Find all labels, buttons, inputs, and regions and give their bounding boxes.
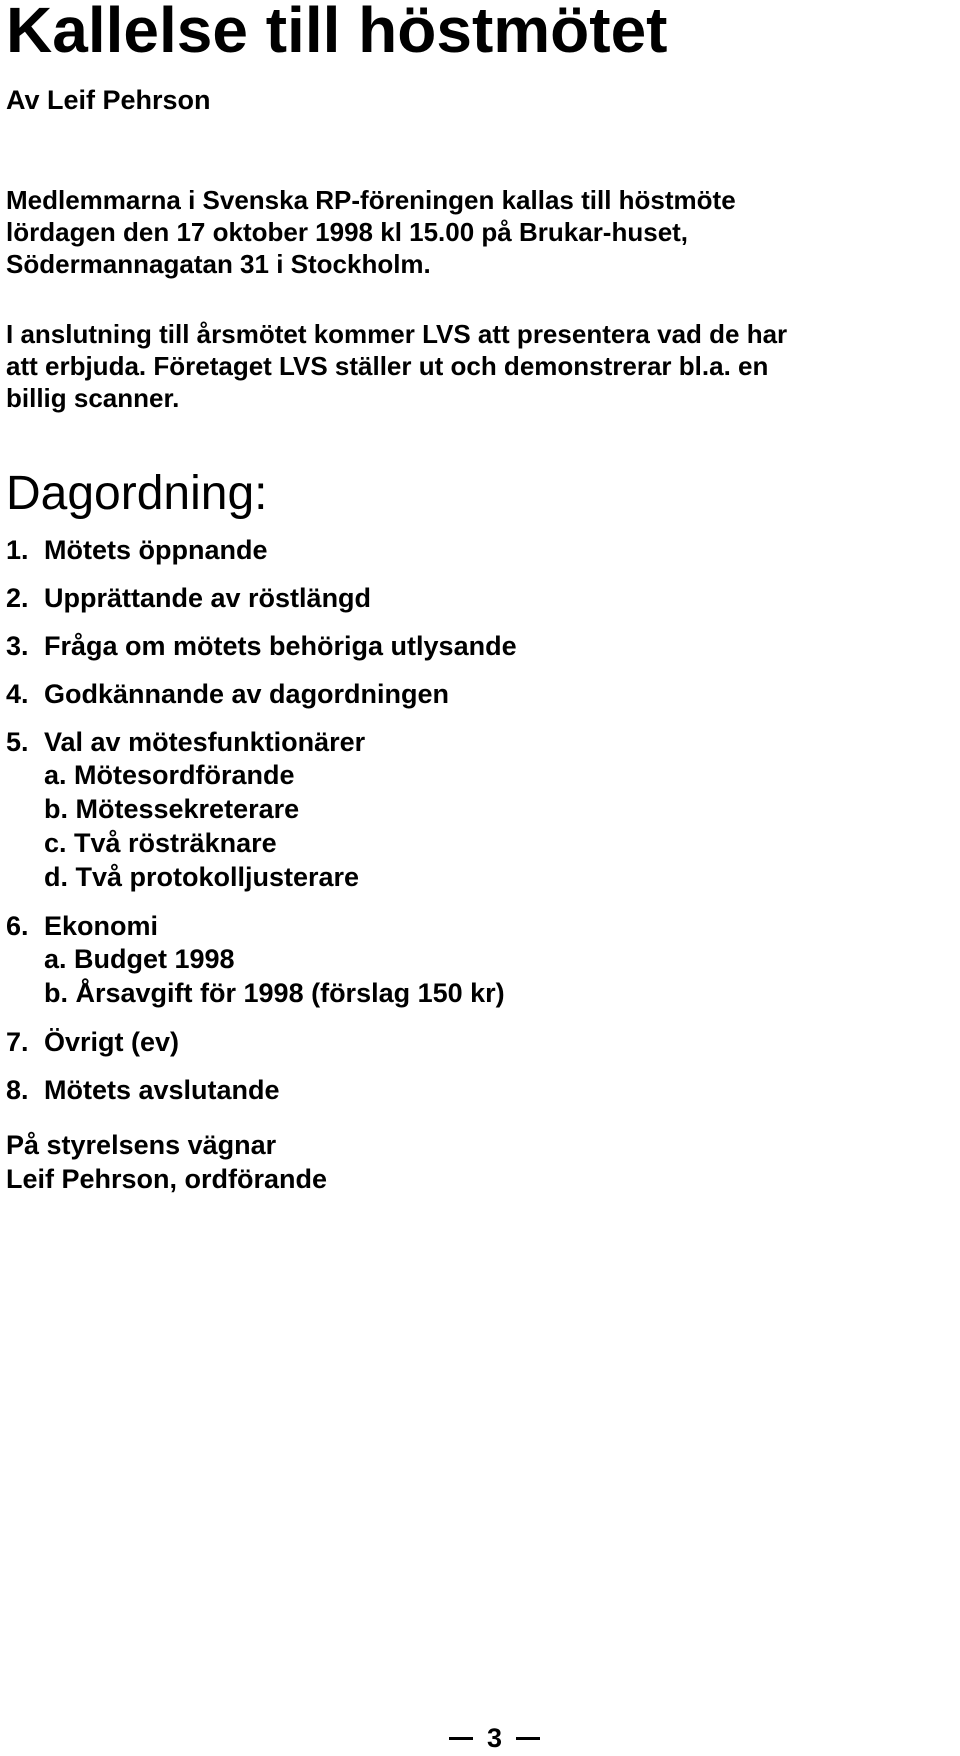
agenda-subitem: c. Två rösträknare [44, 828, 277, 858]
agenda-item-number: 6. [6, 911, 29, 941]
agenda-item-text: Upprättande av röstlängd [44, 583, 372, 613]
agenda-item-text: Mötets avslutande [44, 1075, 280, 1105]
page-number [449, 1722, 540, 1754]
agenda-item-number: 5. [6, 727, 29, 757]
signature-line: På styrelsens vägnar [6, 1130, 277, 1160]
agenda-item-number: 2. [6, 583, 29, 613]
agenda-item-4 [6, 678, 517, 710]
agenda-item-number: 1. [6, 535, 29, 565]
agenda-list [6, 534, 517, 1106]
agenda-item-8 [6, 1074, 517, 1106]
agenda-item-number: 4. [6, 679, 29, 709]
page-title: Kallelse till höstmötet [6, 0, 668, 66]
signature-line: Leif Pehrson, ordförande [6, 1164, 328, 1194]
intro-line: Södermannagatan 31 i Stockholm. [6, 249, 431, 279]
agenda-item-2 [6, 582, 517, 614]
intro-paragraph [6, 184, 736, 280]
agenda-item-3 [6, 630, 517, 662]
agenda-subitem: d. Två protokolljusterare [44, 862, 360, 892]
agenda-item-number: 3. [6, 631, 29, 661]
agenda-item-text: Val av mötesfunktionärer [44, 727, 366, 757]
agenda-item-5 [6, 726, 517, 758]
signature-block [6, 1128, 327, 1196]
agenda-item-number: 7. [6, 1027, 29, 1057]
agenda-subitem: a. Budget 1998 [44, 944, 235, 974]
agenda-item-text: Ekonomi [44, 911, 159, 941]
agenda-item-7 [6, 1026, 517, 1058]
agenda-subitem: a. Mötesordförande [44, 760, 295, 790]
dash-left [449, 1737, 473, 1740]
agenda-item-1 [6, 534, 517, 566]
author-byline: Av Leif Pehrson [6, 85, 211, 115]
intro-line: lördagen den 17 oktober 1998 kl 15.00 på Brukar-huset, [6, 217, 689, 247]
agenda-item-text: Godkännande av dagordningen [44, 679, 450, 709]
agenda-item-text: Övrigt (ev) [44, 1027, 180, 1057]
agenda-item-text: Mötets öppnande [44, 535, 268, 565]
lvs-paragraph [6, 318, 787, 414]
agenda-subitem: b. Årsavgift för 1998 (förslag 150 kr) [44, 978, 505, 1008]
dash-right [516, 1737, 540, 1740]
agenda-item-6 [6, 910, 517, 942]
lvs-line: I anslutning till årsmötet kommer LVS att presentera vad de har [6, 319, 788, 349]
lvs-line: att erbjuda. Företaget LVS ställer ut och demonstrerar bl.a. en [6, 351, 769, 381]
intro-line: Medlemmarna i Svenska RP-föreningen kallas till höstmöte [6, 185, 736, 215]
agenda-subitem: b. Mötessekreterare [44, 794, 300, 824]
lvs-line: billig scanner. [6, 383, 180, 413]
agenda-item-text: Fråga om mötets behöriga utlysande [44, 631, 517, 661]
page-number-value: 3 [487, 1723, 503, 1753]
agenda-item-number: 8. [6, 1075, 29, 1105]
agenda-heading: Dagordning: [6, 467, 268, 520]
